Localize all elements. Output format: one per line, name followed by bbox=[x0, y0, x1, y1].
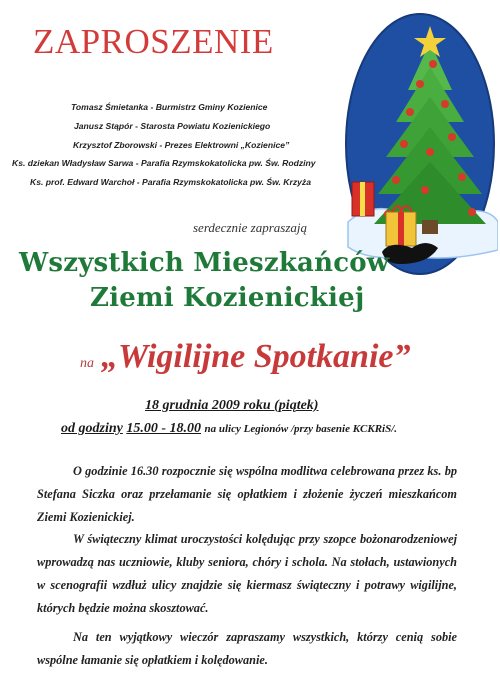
paragraph bbox=[37, 528, 457, 620]
host-line: Tomasz Śmietanka - Burmistrz Gminy Kozienice bbox=[71, 102, 268, 112]
paragraph-text: O godzinie 16.30 rozpocznie się wspólna modlitwa celebrowana przez ks. bp Stefana Siczka oraz przełamanie się opłatkiem i złożenie życzeń mieszkańcom Ziemi Kozienickiej. bbox=[37, 464, 457, 524]
audience-line: Wszystkich Mieszkańców bbox=[19, 248, 390, 278]
page-title: ZAPROSZENIE bbox=[33, 22, 274, 61]
paragraph-text: W świąteczny klimat uroczystości kolędując przy szopce bożonarodzeniowej wprowadzą nas uczniowie, kluby seniora, chóry i schola. Na stołach, ustawionych w scenografii wzdłuż ulicy znajdzie się kiermasz świąteczny i potrawy wigilijne, których będzie można skosztować. bbox=[37, 532, 457, 615]
paragraph bbox=[37, 626, 457, 672]
paragraph-text: Na ten wyjątkowy wieczór zapraszamy wszystkich, którzy cenią sobie wspólne łamanie się opłatkiem i kolędowanie. bbox=[37, 630, 457, 667]
hours-prefix: od godziny bbox=[61, 421, 123, 436]
christmas-tree-illustration bbox=[330, 12, 498, 282]
event-hours bbox=[61, 421, 397, 437]
event-title: „Wigilijne Spotkanie” bbox=[101, 338, 411, 375]
host-line: Krzysztof Zborowski - Prezes Elektrowni „Kozienice” bbox=[73, 140, 290, 150]
invite-line: serdecznie zapraszają bbox=[193, 220, 307, 235]
paragraph bbox=[37, 460, 457, 529]
event-location: na ulicy Legionów /przy basenie KCKRiS/. bbox=[204, 423, 398, 435]
host-line: Ks. dziekan Władysław Sarwa - Parafia Rzymskokatolicka pw. Św. Rodziny bbox=[12, 158, 316, 168]
event-date: 18 grudnia 2009 roku (piątek) bbox=[145, 398, 319, 413]
host-line: Janusz Stąpór - Starosta Powiatu Kozienickiego bbox=[74, 121, 271, 131]
hours-range: 15.00 - 18.00 bbox=[126, 421, 202, 436]
audience-line: Ziemi Kozienickiej bbox=[90, 283, 365, 313]
event-prefix: na bbox=[80, 356, 94, 371]
host-line: Ks. prof. Edward Warchoł - Parafia Rzymskokatolicka pw. Św. Krzyża bbox=[30, 177, 311, 187]
